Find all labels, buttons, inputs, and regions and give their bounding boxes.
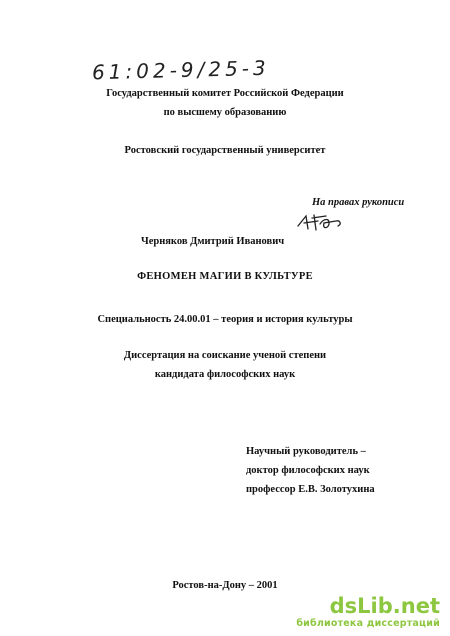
committee-line-2: по высшему образованию [163, 107, 287, 118]
author-name: Черняков Дмитрий Иванович [141, 236, 285, 247]
university-name: Ростовский государственный университет [124, 145, 326, 156]
watermark-subtitle: библиотека диссертаций [296, 617, 440, 629]
degree-line-1: Диссертация на соискание ученой степени [123, 350, 327, 361]
handwritten-catalog-code: 61:02-9/25-3 [91, 55, 271, 85]
watermark-brand: dsLib.net [329, 593, 440, 618]
supervisor-line-1: Научный руководитель – [246, 446, 366, 457]
manuscript-note: На правах рукописи [312, 197, 405, 208]
supervisor-line-3: профессор Е.В. Золотухина [246, 484, 375, 495]
specialty: Специальность 24.00.01 – теория и история культуры [97, 314, 353, 325]
dslib-watermark [296, 593, 440, 629]
place-and-year: Ростов-на-Дону – 2001 [172, 580, 278, 591]
signature [296, 212, 348, 234]
supervisor-line-2: доктор философских наук [246, 465, 370, 476]
committee-line-1: Государственный комитет Российской Федерации [106, 88, 344, 99]
dissertation-title: ФЕНОМЕН МАГИИ В КУЛЬТУРЕ [137, 271, 313, 282]
degree-line-2: кандидата философских наук [154, 369, 296, 380]
